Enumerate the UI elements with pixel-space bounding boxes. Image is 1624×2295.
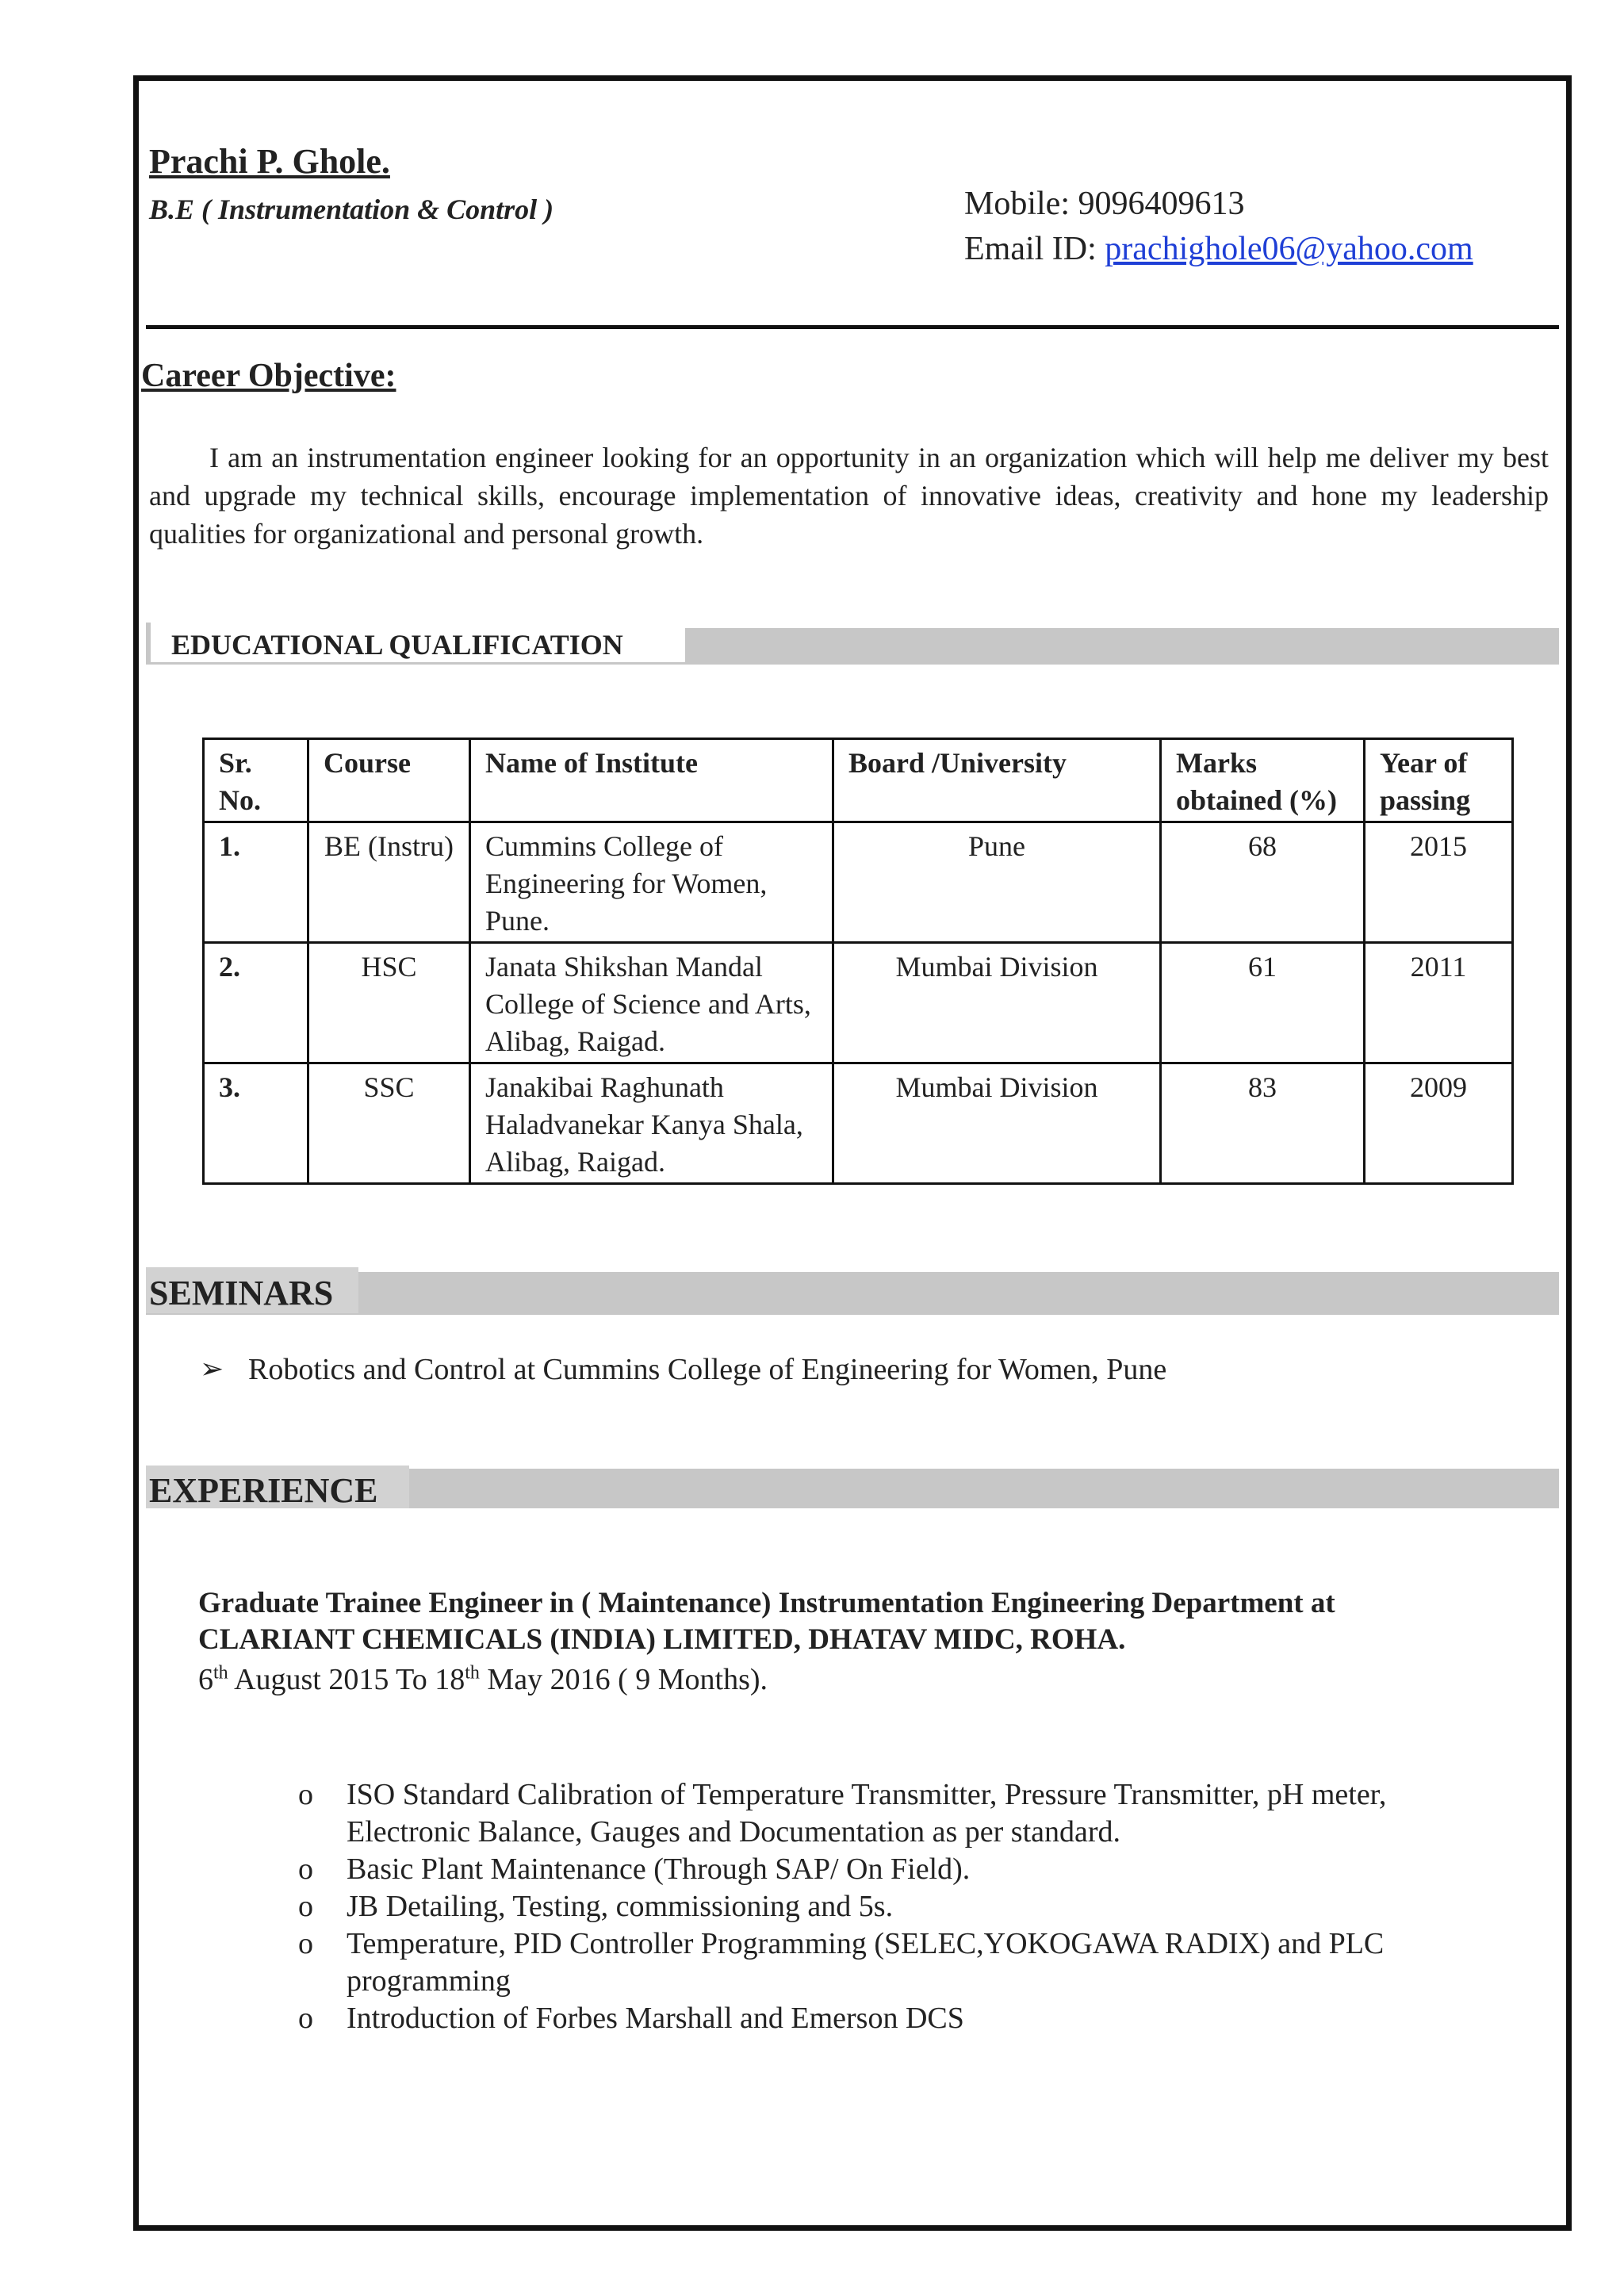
seminar-item: Robotics and Control at Cummins College of Engineering for Women, Pune <box>248 1353 1167 1386</box>
cell-board: Mumbai Division <box>833 1063 1161 1184</box>
table-row <box>204 943 1513 1063</box>
list-item-text: JB Detailing, Testing, commissioning and 5s. <box>347 1890 894 1923</box>
header-divider <box>146 325 1559 329</box>
experience-list <box>298 1776 1488 2037</box>
email-label: Email ID: <box>964 231 1097 267</box>
list-item-text: Basic Plant Maintenance (Through SAP/ On Field). <box>347 1852 971 1886</box>
table-row <box>204 1063 1513 1184</box>
col-board: Board /University <box>833 739 1161 822</box>
circle-bullet-icon: o <box>298 2002 313 2035</box>
cell-year: 2015 <box>1365 822 1513 943</box>
cell-institute: Cummins College of Engineering for Women, Pune. <box>470 822 833 943</box>
list-item-text: Temperature, PID Controller Programming (SELEC,YOKOGAWA RADIX) and PLC programming <box>347 1927 1385 1998</box>
col-marks: Marks obtained (%) <box>1161 739 1365 822</box>
cell-institute: Janakibai Raghunath Haladvanekar Kanya Shala, Alibag, Raigad. <box>470 1063 833 1184</box>
cell-year: 2009 <box>1365 1063 1513 1184</box>
start-day: 6 <box>198 1663 213 1696</box>
list-item-text: Introduction of Forbes Marshall and Emerson DCS <box>347 2002 964 2035</box>
mobile-number: 9096409613 <box>1078 186 1245 222</box>
list-item-text: ISO Standard Calibration of Temperature Transmitter, Pressure Transmitter, pH meter, Electronic Balance, Gauges and Documentation as per standard. <box>347 1778 1387 1849</box>
list-item <box>298 1925 1488 2000</box>
cell-year: 2011 <box>1365 943 1513 1063</box>
career-objective-text: I am an instrumentation engineer looking for an opportunity in an organization which will help me deliver my best and upgrade my technical skills, encourage implementation of innovative ideas, creativity and hone my leadership qualities for organizational and personal growth. <box>149 442 1549 550</box>
circle-bullet-icon: o <box>298 1778 313 1811</box>
col-year: Year of passing <box>1365 739 1513 822</box>
col-course: Course <box>308 739 470 822</box>
start-rest: August 2015 To 18 <box>228 1663 465 1696</box>
seminars-heading: SEMINARS <box>146 1267 358 1313</box>
col-sr: Sr. No. <box>204 739 308 822</box>
job-dates <box>198 1662 768 1697</box>
cell-course: HSC <box>308 943 470 1063</box>
arrow-bullet-icon: ➢ <box>200 1353 224 1385</box>
experience-heading: EXPERIENCE <box>146 1466 409 1508</box>
education-table <box>202 738 1514 1185</box>
mobile-line <box>964 185 1245 223</box>
mobile-label: Mobile: <box>964 186 1070 222</box>
table-row <box>204 822 1513 943</box>
cell-marks: 83 <box>1161 1063 1365 1184</box>
cell-sr: 2. <box>204 943 308 1063</box>
start-suffix: th <box>213 1662 228 1684</box>
list-item <box>298 2000 1488 2037</box>
list-item <box>298 1776 1488 1851</box>
list-item <box>298 1888 1488 1925</box>
cell-marks: 61 <box>1161 943 1365 1063</box>
cell-marks: 68 <box>1161 822 1365 943</box>
circle-bullet-icon: o <box>298 1927 313 1960</box>
cell-sr: 1. <box>204 822 308 943</box>
cell-course: SSC <box>308 1063 470 1184</box>
job-title: Graduate Trainee Engineer in ( Maintenance) Instrumentation Engineering Department at <box>198 1587 1335 1619</box>
cell-institute: Janata Shikshan Mandal College of Science and Arts, Alibag, Raigad. <box>470 943 833 1063</box>
cell-board: Mumbai Division <box>833 943 1161 1063</box>
table-header-row <box>204 739 1513 822</box>
cell-course: BE (Instru) <box>308 822 470 943</box>
list-item <box>298 1851 1488 1888</box>
candidate-name: Prachi P. Ghole. <box>149 142 390 181</box>
end-rest: May 2016 ( 9 Months). <box>479 1663 768 1696</box>
end-suffix: th <box>465 1662 480 1684</box>
col-institute: Name of Institute <box>470 739 833 822</box>
cell-sr: 3. <box>204 1063 308 1184</box>
circle-bullet-icon: o <box>298 1852 313 1886</box>
degree: B.E ( Instrumentation & Control ) <box>149 193 554 225</box>
career-objective-heading: Career Objective: <box>141 358 396 394</box>
cell-board: Pune <box>833 822 1161 943</box>
circle-bullet-icon: o <box>298 1890 313 1923</box>
email-link[interactable]: prachighole06@yahoo.com <box>1105 231 1473 267</box>
company-name: CLARIANT CHEMICALS (INDIA) LIMITED, DHATAV MIDC, ROHA. <box>198 1623 1126 1656</box>
email-line <box>964 230 1473 268</box>
education-heading: EDUCATIONAL QUALIFICATION <box>146 623 685 662</box>
